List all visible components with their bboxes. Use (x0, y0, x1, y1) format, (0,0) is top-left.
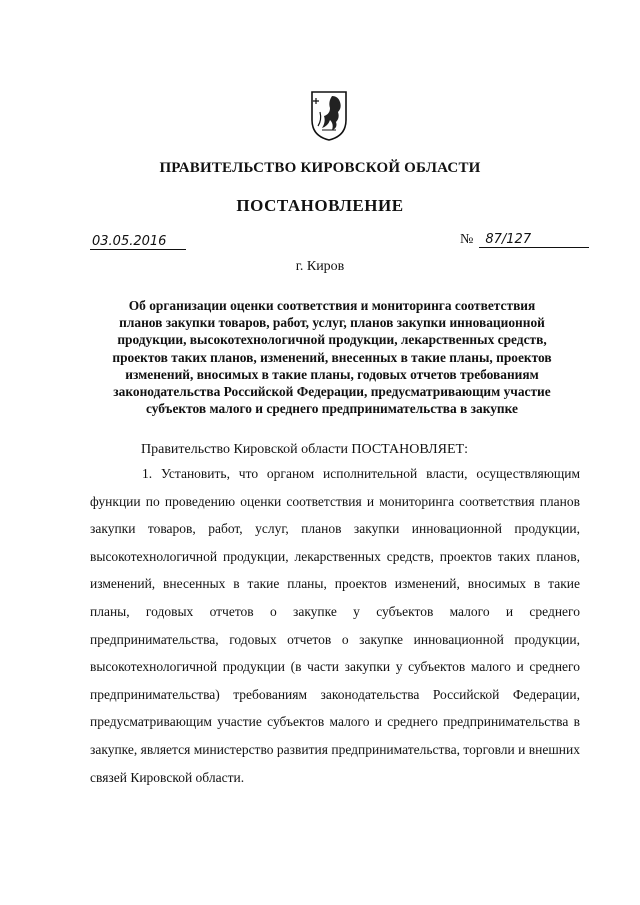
document-date (90, 234, 186, 250)
document-number (460, 232, 589, 248)
paragraph-1: 1. Установить, что органом исполнительной власти, осуществляющим функции по проведению оценки соответствия и мониторинга соответствия планов закупки товаров, работ, услуг, планов закупки инновационной продукции, высокотехнологичной продукции, лекарственных средств, проектов таких планов, изменений, внесенных в такие планы, проектов изменений, вносимых в такие планы, годовых отчетов о закупке у субъектов малого и среднего предпринимательства, годовых отчетов о закупке инновационной продукции, высокотехнологичной продукции (в части закупки у субъектов малого и среднего предпринимательства) требованиям законодательства Российской Федерации, предусматривающим участие субъектов малого и среднего предпринимательства в закупке, является министерство развития предпринимательства, торговли и внешних связей Кировской области. (90, 466, 580, 785)
coat-of-arms-icon (308, 90, 350, 142)
number-label: № (460, 232, 474, 247)
government-title: ПРАВИТЕЛЬСТВО КИРОВСКОЙ ОБЛАСТИ (159, 160, 481, 176)
preamble: Правительство Кировской области ПОСТАНОВЛЯЕТ: (141, 442, 468, 457)
number-value: 87/127 (485, 232, 532, 247)
document-type: ПОСТАНОВЛЕНИЕ (236, 196, 404, 215)
date-value: 03.05.2016 (92, 234, 167, 249)
document-city: г. Киров (295, 259, 345, 274)
document-subject: Об организации оценки соответствия и мониторинга соответствия планов закупки товаров, работ, услуг, планов закупки инновационной продукции, высокотехнологичной продукции, лекарственных средств, проектов таких планов, изменений, внесенных в такие планы, проектов изменений, вносимых в такие планы, годовых отчетов требованиям законодательства Российской Федерации, предусматривающим участие субъектов малого и среднего предпринимательства в закупке (112, 298, 552, 417)
